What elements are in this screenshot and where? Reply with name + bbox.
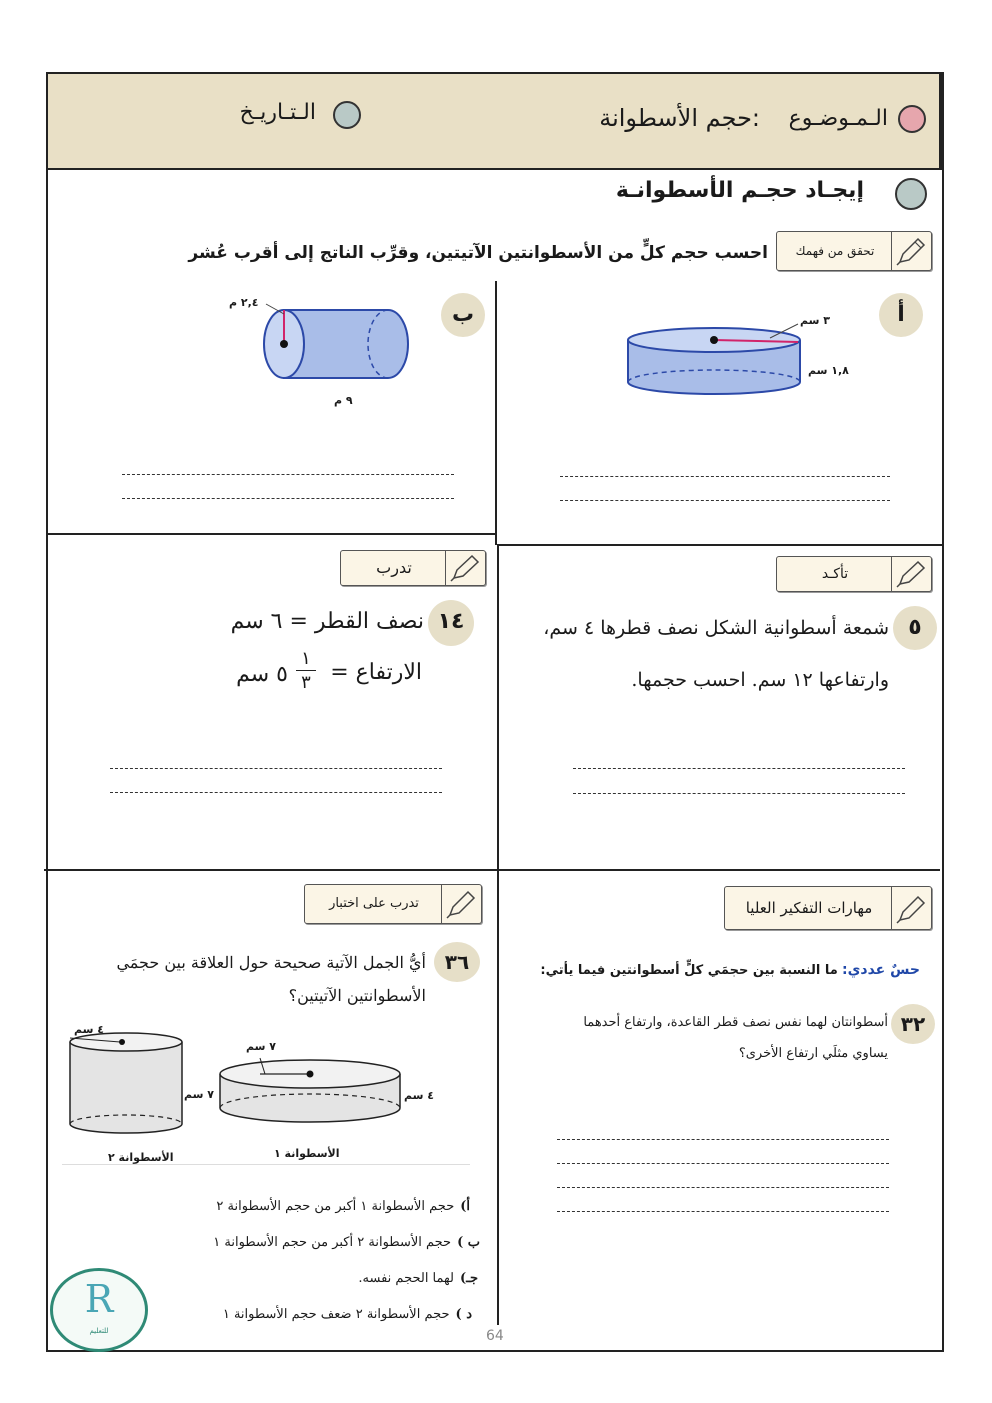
answer-line bbox=[573, 793, 905, 794]
practice-tag bbox=[340, 550, 486, 586]
problem-32-line2: يساوي مثلَي ارتفاع الأخرى؟ bbox=[738, 1046, 888, 1061]
title-bullet-icon bbox=[895, 178, 927, 210]
test-tag-label: تدرب على اختبار bbox=[329, 896, 419, 911]
fraction-bar bbox=[296, 670, 316, 671]
date-label: الـتـاريـخ bbox=[239, 100, 316, 125]
option-c[interactable] bbox=[358, 1271, 478, 1286]
check-tag-label: تحقق من فهمك bbox=[795, 244, 875, 258]
divider bbox=[495, 281, 497, 545]
answer-line bbox=[557, 1163, 889, 1164]
problem-36-line1: أيُّ الجمل الآتية صحيحة حول العلاقة بين حجمَي bbox=[116, 953, 426, 972]
answer-line bbox=[573, 768, 905, 769]
answer-line bbox=[110, 792, 442, 793]
pencil-icon bbox=[891, 557, 931, 591]
page-number: 64 bbox=[486, 1328, 504, 1344]
cylinder-1-height-label: ٤ سم bbox=[404, 1089, 434, 1102]
cylinder-b-figure bbox=[258, 300, 428, 390]
hots-tag-label: مهارات التفكير العليا bbox=[745, 899, 873, 917]
problem-14-line1: نصف القطر = ٦ سم bbox=[230, 609, 424, 634]
answer-line bbox=[557, 1211, 889, 1212]
answer-line bbox=[560, 500, 890, 501]
cylinder-2-radius-label: ٤ سم bbox=[74, 1023, 104, 1036]
hots-lead-rest: ما النسبة بين حجمَي كلٍّ أسطوانتين فيما يأتي: bbox=[540, 963, 838, 978]
divider bbox=[44, 869, 940, 871]
test-practice-tag bbox=[304, 884, 482, 924]
test-cylinders-figure bbox=[60, 1028, 420, 1138]
cylinder-b-length-label: ٩ م bbox=[334, 394, 353, 407]
pencil-icon bbox=[445, 551, 485, 585]
problem-5-line2: وارتفاعها ١٢ سم. احسب حجمها. bbox=[631, 669, 889, 691]
logo-letter: R bbox=[84, 1277, 114, 1321]
problem-5-line1: شمعة أسطوانية الشكل نصف قطرها ٤ سم، bbox=[543, 617, 889, 639]
divider bbox=[48, 533, 496, 535]
cylinder-1-name: الأسطوانة ١ bbox=[274, 1147, 340, 1160]
problem-36-badge: ٣٦ bbox=[434, 942, 480, 982]
answer-line bbox=[110, 768, 442, 769]
section-title: إيجـاد حجـم الأسطوانـة bbox=[615, 178, 864, 203]
pencil-icon bbox=[891, 232, 931, 270]
confirm-tag bbox=[776, 556, 932, 592]
problem-a-badge: أ bbox=[879, 293, 923, 337]
cylinder-b-radius-label: ٢,٤ م bbox=[229, 296, 259, 309]
check-instruction: احسب حجم كلٍّ من الأسطوانتين الآتيتين، وقرِّب الناتج إلى أقرب عُشر bbox=[188, 243, 768, 263]
figure-baseline bbox=[62, 1164, 470, 1165]
option-b[interactable] bbox=[213, 1235, 480, 1250]
practice-tag-label: تدرب bbox=[376, 558, 412, 577]
pencil-icon bbox=[441, 885, 481, 923]
fraction-denominator: ٣ bbox=[301, 672, 311, 693]
divider bbox=[497, 544, 942, 546]
option-d-text: حجم الأسطوانة ٢ ضعف حجم الأسطوانة ١ bbox=[222, 1307, 450, 1322]
check-understanding-tag bbox=[776, 231, 932, 271]
answer-line bbox=[560, 476, 890, 477]
fraction-numerator: ١ bbox=[301, 648, 311, 669]
cylinder-2-name: الأسطوانة ٢ bbox=[108, 1151, 174, 1164]
problem-32-line1: أسطوانتان لهما نفس نصف قطر القاعدة، وارتفاع أحدهما bbox=[583, 1015, 888, 1030]
pencil-icon bbox=[891, 887, 931, 929]
option-a-key: أ) bbox=[460, 1199, 470, 1214]
option-c-text: لهما الحجم نفسه. bbox=[358, 1271, 454, 1286]
height-fraction bbox=[296, 648, 316, 693]
topic-value: :حجم الأسطوانة bbox=[599, 104, 760, 132]
divider bbox=[497, 544, 499, 870]
topic-label: الـمـوضـوع bbox=[788, 106, 888, 131]
cylinder-a-height-label: ١,٨ سم bbox=[808, 364, 849, 377]
hots-lead-bold: حسٌ عددي: bbox=[841, 962, 920, 978]
option-c-key: جـ) bbox=[460, 1271, 478, 1286]
logo-caption: للتعليم bbox=[89, 1327, 109, 1335]
publisher-logo bbox=[50, 1268, 148, 1352]
cylinder-2-height-label: ٧ سم bbox=[184, 1088, 214, 1101]
option-b-text: حجم الأسطوانة ٢ أكبر من حجم الأسطوانة ١ bbox=[213, 1235, 452, 1250]
hots-lead bbox=[540, 962, 920, 978]
option-d[interactable] bbox=[223, 1307, 472, 1322]
hots-tag bbox=[724, 886, 932, 930]
option-d-key: د ) bbox=[455, 1307, 472, 1322]
date-bullet-icon bbox=[333, 101, 361, 129]
problem-32-badge: ٣٢ bbox=[891, 1004, 935, 1044]
cylinder-a-radius-label: ٣ سم bbox=[800, 314, 830, 327]
problem-14-height-prefix: الارتفاع = bbox=[330, 660, 422, 685]
answer-line bbox=[122, 498, 454, 499]
answer-line bbox=[557, 1139, 889, 1140]
confirm-tag-label: تأكـد bbox=[821, 566, 849, 582]
topic-bullet-icon bbox=[898, 105, 926, 133]
problem-5-badge: ٥ bbox=[893, 606, 937, 650]
option-a-text: حجم الأسطوانة ١ أكبر من حجم الأسطوانة ٢ bbox=[216, 1199, 455, 1214]
option-a[interactable] bbox=[216, 1199, 470, 1214]
problem-36-line2: الأسطوانتين الآتيتين؟ bbox=[288, 986, 426, 1005]
answer-line bbox=[122, 474, 454, 475]
answer-line bbox=[557, 1187, 889, 1188]
problem-14-height-suffix: ٥ سم bbox=[236, 662, 288, 687]
divider bbox=[497, 871, 499, 1325]
option-b-key: ب ) bbox=[457, 1235, 480, 1250]
cylinder-a-figure bbox=[620, 320, 810, 400]
problem-b-badge: ب bbox=[441, 293, 485, 337]
problem-14-badge: ١٤ bbox=[428, 600, 474, 646]
cylinder-1-radius-label: ٧ سم bbox=[246, 1040, 276, 1053]
